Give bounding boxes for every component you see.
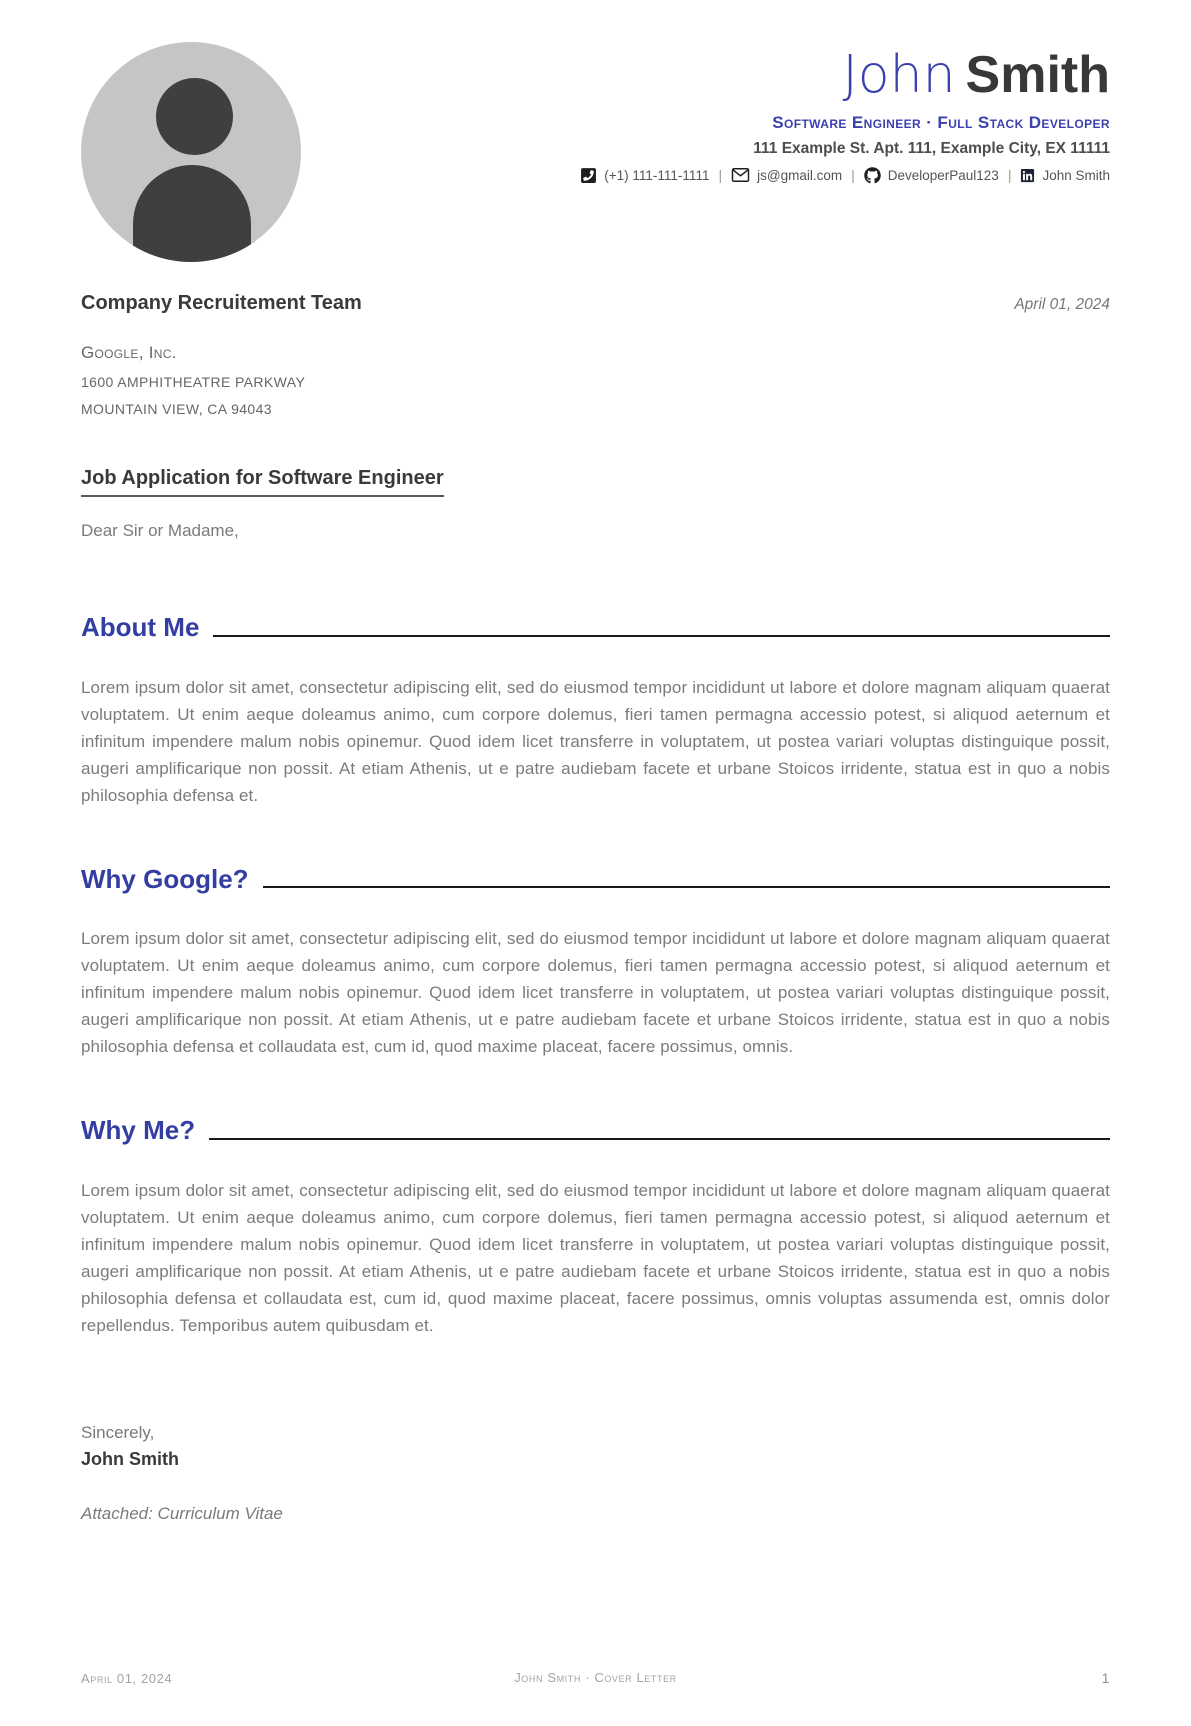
section-rule (263, 886, 1110, 888)
letter-opening: Dear Sir or Madame, (81, 521, 239, 540)
github-contact[interactable] (864, 167, 999, 184)
recipient-name: Company Recruitement Team (81, 292, 362, 314)
company-address-line1: 1600 AMPHITHEATRE PARKWAY (81, 374, 306, 390)
company-address-line2: MOUNTAIN VIEW, CA 94043 (81, 401, 272, 417)
recipient-row (81, 292, 1110, 315)
section-why-me (81, 1116, 1110, 1339)
attachment-note: Attached: Curriculum Vitae (81, 1503, 283, 1523)
footer-date: April 01, 2024 (81, 1671, 173, 1686)
contact-row (301, 167, 1110, 184)
avatar-head-silhouette (156, 78, 233, 155)
email-contact[interactable] (731, 167, 842, 183)
section-body: Lorem ipsum dolor sit amet, consectetur adipiscing elit, sed do eiusmod tempor incididunt ut labore et dolore magnam aliquam quaerat voluptatem. Ut enim aeque doleamus animo, cum corpore dolemus, fieri tamen permagna accessio potest, si aliquod aeternum et infinitum impendere malum nobis opinemur. Quod idem licet transferre in voluptatem, ut postea variari voluptas distinguique possit, augeri amplificarique non possit. At etiam Athenis, ut e patre audiebam facete et urbane Stoicos irridente, statua est in quo a nobis philosophia defensa et collaudata est, cum id, quod maxime placeat, facere possimus, omnis. (81, 929, 1110, 1057)
avatar (81, 42, 301, 262)
section-heading: Why Me? (81, 1115, 196, 1146)
job-tagline: Software Engineer · Full Stack Developer (772, 112, 1110, 132)
first-name: John (842, 45, 956, 105)
footer-doc-title: John Smith · Cover Letter (514, 1670, 677, 1685)
closing-salutation: Sincerely, (81, 1422, 155, 1442)
envelope-icon (731, 167, 750, 183)
section-heading: About Me (81, 612, 200, 642)
postal-address: 111 Example St. Apt. 111, Example City, EX 11111 (753, 139, 1110, 157)
page-title (301, 45, 1110, 105)
section-why-google (81, 865, 1110, 1061)
github-icon (864, 167, 881, 184)
contact-separator: | (718, 167, 723, 184)
section-body: Lorem ipsum dolor sit amet, consectetur adipiscing elit, sed do eiusmod tempor incididunt ut labore et dolore magnam aliquam quaerat voluptatem. Ut enim aeque doleamus animo, cum corpore dolemus, fieri tamen permagna accessio potest, si aliquod aeternum et infinitum impendere malum nobis opinemur. Quod idem licet transferre in voluptatem, ut postea variari voluptas distinguique possit, augeri amplificarique non possit. At etiam Athenis, ut e patre audiebam facete et urbane Stoicos irridente, statua est in quo a nobis philosophia defensa et collaudata est, cum id, quod maxime placeat, facere possimus, omnis voluptas assumenda est, omnis dolor repellendus. Temporibus autem quibusdam et. (81, 1180, 1110, 1335)
github-username: DeveloperPaul123 (887, 167, 999, 183)
section-about-me (81, 613, 1110, 809)
linkedin-contact[interactable] (1020, 168, 1110, 183)
section-rule (209, 1138, 1110, 1140)
email-address: js@gmail.com (757, 167, 843, 183)
last-name: Smith (965, 46, 1110, 104)
phone-square-icon (580, 167, 597, 184)
linkedin-name: John Smith (1042, 167, 1110, 183)
signature-name: John Smith (81, 1448, 179, 1469)
phone-number: (+1) 111-111-1111 (604, 167, 710, 183)
letter-title: Job Application for Software Engineer (81, 467, 444, 497)
company-name: Google, Inc. (81, 343, 177, 362)
linkedin-icon (1020, 168, 1035, 183)
cover-letter-page (0, 42, 1191, 1524)
section-body: Lorem ipsum dolor sit amet, consectetur adipiscing elit, sed do eiusmod tempor incididunt ut labore et dolore magnam aliquam quaerat voluptatem. Ut enim aeque doleamus animo, cum corpore dolemus, fieri tamen permagna accessio potest, si aliquod aeternum et infinitum impendere malum nobis opinemur. Quod idem licet transferre in voluptatem, ut postea variari voluptas distinguique possit, augeri amplificarique non possit. At etiam Athenis, ut e patre audiebam facete et urbane Stoicos irridente, statua est in quo a nobis philosophia defensa et. (81, 677, 1110, 805)
section-rule (213, 635, 1110, 637)
header-identity (301, 42, 1110, 184)
header (81, 42, 1110, 262)
company-address (81, 369, 1110, 423)
footer-page-number: 1 (1101, 1670, 1110, 1686)
avatar-torso-silhouette (133, 165, 252, 262)
letter-date: April 01, 2024 (1014, 296, 1110, 313)
contact-separator: | (851, 167, 855, 184)
contact-separator: | (1007, 167, 1012, 184)
section-heading: Why Google? (81, 863, 249, 894)
phone-contact[interactable] (580, 167, 709, 184)
